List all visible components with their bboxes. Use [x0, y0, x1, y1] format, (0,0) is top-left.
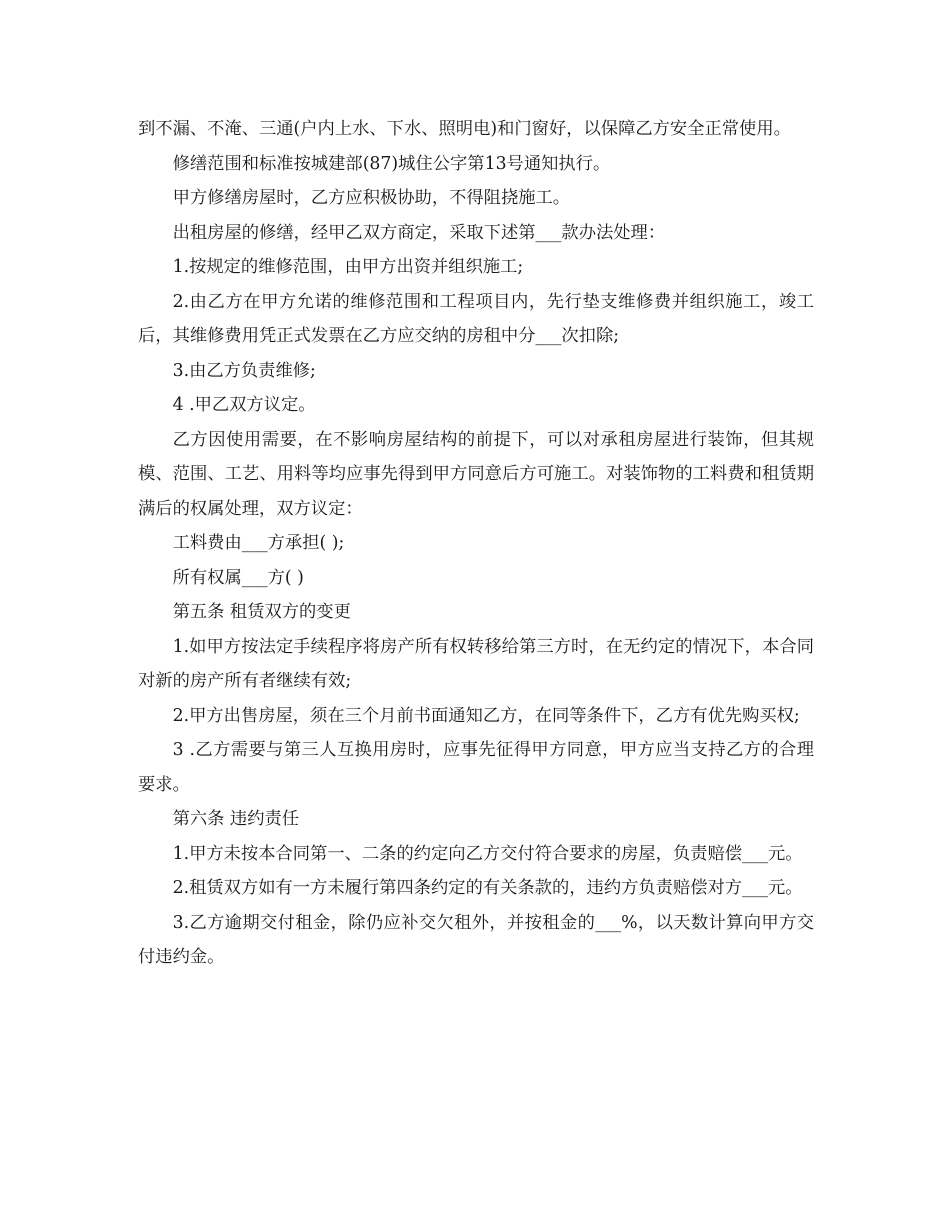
list-item-change-2: 2.甲方出售房屋，须在三个月前书面通知乙方，在同等条件下，乙方有优先购买权; — [172, 705, 800, 726]
list-item-change-3: 3 .乙方需要与第三人互换用房时，应事先征得甲方同意，甲方应当支持乙方的合理要求。 — [138, 740, 814, 795]
paragraph-decoration: 乙方因使用需要，在不影响房屋结构的前提下，可以对承租房屋进行装饰，但其规模、范围、工艺、用料等均应事先得到甲方同意后方可施工。对装饰物的工料费和租赁期满后的权属处理，双方议定： — [138, 429, 814, 519]
paragraph-repair-method: 出租房屋的修缮，经甲乙双方商定，采取下述第___款办法处理： — [172, 222, 666, 243]
section-heading-article-6: 第六条 违约责任 — [172, 809, 300, 829]
section-heading-article-5: 第五条 租赁双方的变更 — [172, 602, 351, 622]
document-page — [138, 112, 814, 975]
list-item-breach-1: 1.甲方未按本合同第一、二条的约定向乙方交付符合要求的房屋，负责赔偿___元。 — [172, 843, 803, 864]
list-item-repair-option-3: 3.由乙方负责维修; — [172, 360, 316, 381]
list-item-repair-option-4: 4 .甲乙双方议定。 — [172, 395, 316, 415]
paragraph-ownership: 所有权属___方( ) — [172, 567, 304, 588]
list-item-breach-3: 3.乙方逾期交付租金，除仍应补交欠租外，并按租金的___%，以天数计算向甲方交付违约金。 — [138, 912, 814, 967]
paragraph-material-cost: 工料费由___方承担( ); — [172, 533, 345, 553]
list-item-change-1: 1.如甲方按法定手续程序将房产所有权转移给第三方时，在无约定的情况下，本合同对新的房产所有者继续有效; — [138, 636, 814, 691]
paragraph-repair-cooperation: 甲方修缮房屋时，乙方应积极协助，不得阻挠施工。 — [172, 188, 571, 208]
list-item-breach-2: 2.租赁双方如有一方未履行第四条约定的有关条款的，违约方负责赔偿对方___元。 — [172, 878, 803, 898]
list-item-repair-option-1: 1.按规定的维修范围，由甲方出资并组织施工; — [172, 257, 524, 277]
paragraph-repair-scope: 修缮范围和标准按城建部(87)城住公字第13号通知执行。 — [172, 153, 611, 174]
list-item-repair-option-2: 2.由乙方在甲方允诺的维修范围和工程项目内，先行垫支维修费并组织施工，竣工后，其维修费用凭正式发票在乙方应交纳的房租中分___次扣除; — [138, 291, 814, 346]
paragraph-repair-standard-continued: 到不漏、不淹、三通(户内上水、下水、照明电)和门窗好，以保障乙方安全正常使用。 — [138, 119, 791, 139]
